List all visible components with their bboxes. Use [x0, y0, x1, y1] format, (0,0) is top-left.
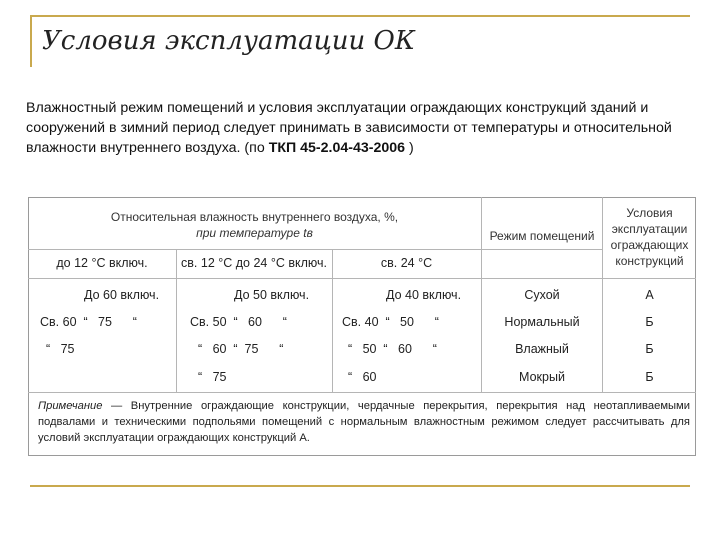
header-temp-range-3: св. 24 °С	[380, 256, 433, 270]
table-cell-r4-regime: Мокрый	[519, 370, 565, 384]
table-cell-r3c3: “ 50 “ 60 “	[348, 342, 437, 356]
table-line-h3	[28, 392, 696, 393]
table-cell-r2c1: Св. 60 “ 75 “	[40, 315, 137, 329]
header-temp-range-2: св. 12 °С до 24 °С включ.	[181, 256, 327, 270]
table-cell-r4c3: “ 60	[348, 370, 377, 384]
table-cell-r1c1: До 60 включ.	[84, 288, 160, 302]
header-conditions-3: ограждающих	[610, 238, 689, 252]
intro-paragraph	[26, 98, 706, 158]
intro-standard-ref: ТКП 45-2.04-43-2006	[268, 140, 406, 156]
left-decorative-line	[30, 15, 32, 67]
table-line-h2	[28, 278, 696, 279]
table-cell-r1c2: До 50 включ.	[234, 288, 310, 302]
header-conditions-2: эксплуатации	[611, 222, 688, 236]
table-cell-r3c1: “ 75	[46, 342, 75, 356]
header-regime: Режим помещений	[489, 229, 595, 243]
table-cell-r2-cond: Б	[645, 315, 654, 329]
header-conditions-4: конструкций	[615, 254, 684, 268]
table-cell-r4c2: “ 75	[198, 370, 227, 384]
table-cell-r1-cond: А	[645, 288, 654, 302]
table-cell-r4-cond: Б	[645, 370, 654, 384]
note-text: — Внутренние ограждающие конструкции, чердачные перекрытия, перекрытия над неотапливаемыми подвалами и техническими подпольями помещений с нормальным влажностным режимом следует рассчитывать для условий эксплуатации ограждающих конструкций А.	[38, 400, 690, 444]
table-cell-r2c3: Св. 40 “ 50 “	[342, 315, 439, 329]
table-line-v2	[332, 249, 333, 392]
note-label: Примечание	[38, 400, 103, 412]
table-cell-r3-regime: Влажный	[515, 342, 569, 356]
top-decorative-line	[30, 15, 690, 17]
header-temp-range-1: до 12 °С включ.	[56, 256, 148, 270]
table-cell-r3c2: “ 60 “ 75 “	[198, 342, 284, 356]
table-cell-r1c3: До 40 включ.	[386, 288, 462, 302]
intro-tail: )	[405, 140, 414, 156]
table-line-h1	[28, 249, 603, 250]
bottom-decorative-line	[30, 485, 690, 487]
table-cell-r3-cond: Б	[645, 342, 654, 356]
header-humidity-line2: при температуре tв	[196, 226, 313, 240]
slide-title: Условия эксплуатации ОК	[42, 26, 415, 56]
header-humidity-line1: Относительная влажность внутреннего воздуха, %,	[110, 210, 399, 224]
table-line-v1	[176, 249, 177, 392]
table-cell-r1-regime: Сухой	[524, 288, 560, 302]
header-conditions-1: Условия	[626, 206, 673, 220]
table-note	[38, 398, 690, 446]
intro-text: Влажностный режим помещений и условия эксплуатации ограждающих конструкций зданий и сооружений в зимний период следует принимать в зависимости от температуры и относительной влажности внутреннего воздуха. (по	[26, 100, 672, 156]
table-cell-r2c2: Св. 50 “ 60 “	[190, 315, 287, 329]
table-cell-r2-regime: Нормальный	[504, 315, 580, 329]
